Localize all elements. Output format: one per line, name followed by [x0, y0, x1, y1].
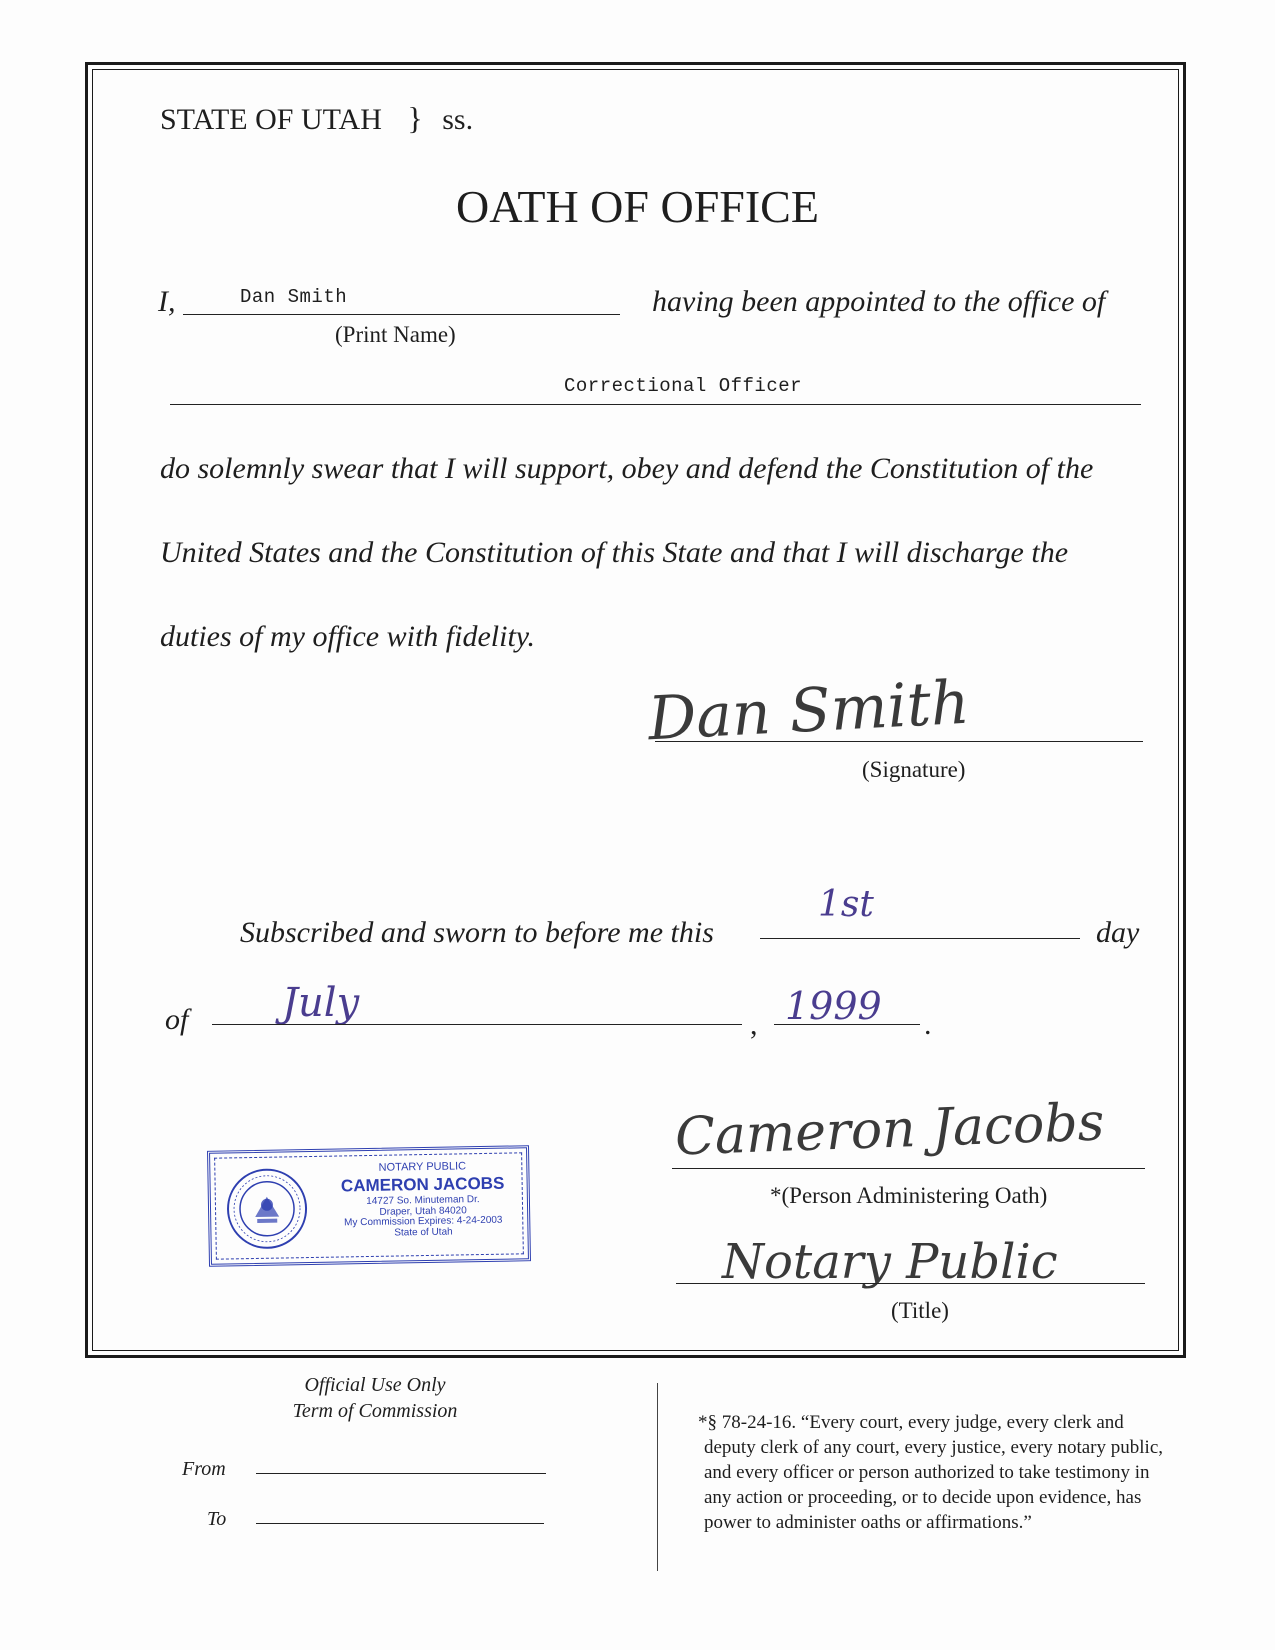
office-value: Correctional Officer	[564, 375, 803, 397]
to-line	[256, 1523, 544, 1524]
stamp-address-2: Draper, Utah 84020	[379, 1205, 467, 1218]
i-label: I,	[158, 285, 176, 318]
month-year-comma: ,	[750, 1008, 758, 1041]
stamp-commission: My Commission Expires: 4-24-2003	[343, 1215, 503, 1229]
footnote-line: deputy clerk of any court, every justice, every notary public,	[704, 1437, 1163, 1458]
page-title: OATH OF OFFICE	[456, 181, 819, 232]
footnote-line: any action or proceeding, or to decide upon evidence, has	[704, 1487, 1142, 1508]
month-value: July	[282, 980, 360, 1026]
administrator-signature-line	[672, 1168, 1145, 1169]
to-label: To	[207, 1508, 227, 1530]
ss-label: ss.	[442, 103, 474, 136]
from-line	[256, 1473, 546, 1474]
print-name-value: Dan Smith	[240, 286, 348, 308]
day-value: 1st	[818, 884, 874, 925]
footer-divider	[657, 1383, 658, 1571]
oath-signature: Dan Smith	[646, 667, 972, 755]
month-line	[212, 1024, 742, 1025]
footnote-line: power to administer oaths or affirmations.”	[704, 1512, 1032, 1533]
title-caption: (Title)	[891, 1298, 949, 1323]
notary-stamp	[207, 1145, 531, 1267]
signature-line	[655, 741, 1143, 742]
signature-caption: (Signature)	[862, 757, 966, 782]
footnote-line: *§ 78-24-16. “Every court, every judge, every clerk and	[698, 1412, 1124, 1433]
administrator-signature: Cameron Jacobs	[674, 1092, 1106, 1168]
appointed-text: having been appointed to the office of	[652, 285, 1106, 318]
year-line	[774, 1024, 920, 1025]
year-period: .	[924, 1008, 932, 1041]
of-label: of	[165, 1003, 189, 1036]
day-label: day	[1096, 916, 1140, 949]
state-name: STATE OF UTAH	[160, 103, 382, 136]
oath-body-line-3: duties of my office with fidelity.	[160, 620, 535, 653]
oath-body-line-1: do solemnly swear that I will support, obey and defend the Constitution of the	[160, 452, 1094, 485]
subscribed-text: Subscribed and sworn to before me this	[240, 916, 714, 949]
term-of-commission-heading: Term of Commission	[292, 1400, 458, 1422]
office-line	[170, 404, 1141, 405]
stamp-text	[322, 1160, 523, 1240]
year-value: 1999	[785, 984, 882, 1028]
print-name-caption: (Print Name)	[335, 322, 456, 347]
day-line	[760, 938, 1080, 939]
administrator-caption: *(Person Administering Oath)	[770, 1183, 1048, 1208]
title-line	[676, 1283, 1145, 1284]
brace-glyph: }	[407, 100, 423, 136]
stamp-state: State of Utah	[394, 1226, 453, 1239]
administrator-title: Notary Public	[722, 1234, 1058, 1290]
stamp-address-1: 14727 So. Minuteman Dr.	[366, 1194, 480, 1208]
statute-footnote	[698, 1410, 1163, 1535]
official-use-heading: Official Use Only	[304, 1374, 446, 1396]
footnote-line: and every officer or person authorized to take testimony in	[704, 1462, 1150, 1483]
stamp-notary-name: CAMERON JACOBS	[340, 1173, 505, 1196]
state-heading	[160, 100, 473, 137]
state-seal-icon	[224, 1166, 309, 1251]
oath-body-line-2: United States and the Constitution of this State and that I will discharge the	[160, 536, 1069, 569]
from-label: From	[182, 1458, 226, 1480]
stamp-notary-public: NOTARY PUBLIC	[378, 1160, 467, 1174]
print-name-line	[183, 314, 620, 315]
